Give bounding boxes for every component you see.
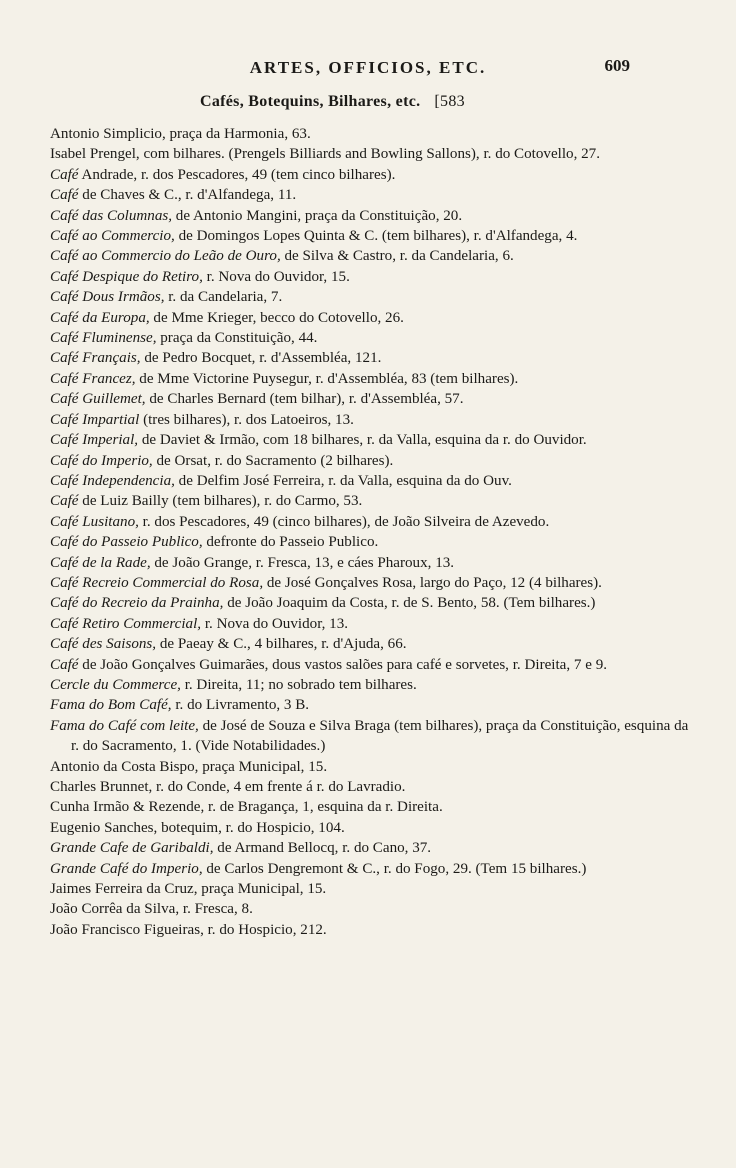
entry-name: Café — [50, 493, 79, 510]
entry-text: de Mme Victorine Puysegur, r. d'Assembléa, 83 (tem bilhares). — [135, 370, 519, 387]
entry-name: Café ao Commercio do Leão de Ouro, — [50, 248, 281, 265]
directory-entry — [50, 389, 692, 409]
entry-text: de Paeay & C., 4 bilhares, r. d'Ajuda, 66. — [156, 636, 407, 653]
page-number: 609 — [604, 56, 630, 75]
section-heading — [200, 93, 465, 111]
entry-text: Eugenio Sanches, botequim, r. do Hospicio, 104. — [50, 819, 345, 836]
entry-text: de Silva & Castro, r. da Candelaria, 6. — [280, 248, 514, 265]
directory-entry — [50, 695, 692, 715]
entry-text: (tres bilhares), r. dos Latoeiros, 13. — [139, 411, 354, 428]
entry-text: de Domingos Lopes Quinta & C. (tem bilhares), r. d'Alfandega, 4. — [174, 228, 578, 245]
entry-name: Café — [50, 187, 79, 204]
directory-entry — [50, 185, 692, 205]
entry-text: Cunha Irmão & Rezende, r. de Bragança, 1, esquina da r. Direita. — [50, 799, 443, 816]
entry-text: r. Nova do Ouvidor, 13. — [201, 615, 349, 632]
directory-entry — [50, 553, 692, 573]
directory-entry — [50, 206, 692, 226]
entry-name: Café de la Rade, — [50, 554, 151, 571]
entry-text: de Pedro Bocquet, r. d'Assembléa, 121. — [140, 350, 382, 367]
entry-name: Café — [50, 656, 79, 673]
entry-name: Fama do Café com leite, — [50, 717, 199, 734]
entry-name: Café Retiro Commercial, — [50, 615, 202, 632]
entry-text: Antonio da Costa Bispo, praça Municipal, 15. — [50, 758, 328, 775]
directory-entry — [50, 348, 692, 368]
directory-entry — [50, 899, 692, 919]
entry-text: de Chaves & C., r. d'Alfandega, 11. — [78, 187, 297, 204]
section-number: [583 — [434, 93, 465, 110]
directory-entry — [50, 410, 692, 430]
entry-text: de Antonio Mangini, praça da Constituição, 20. — [172, 207, 463, 224]
entry-text: de Mme Krieger, becco do Cotovello, 26. — [149, 309, 404, 326]
directory-entry — [50, 512, 692, 532]
entry-name: Café Recreio Commercial do Rosa, — [50, 574, 264, 591]
entry-text: Jaimes Ferreira da Cruz, praça Municipal, 15. — [50, 881, 327, 898]
directory-entry — [50, 838, 692, 858]
directory-entry — [50, 430, 692, 450]
directory-entry — [50, 920, 692, 940]
directory-entry — [50, 859, 692, 879]
entry-text: r. da Candelaria, 7. — [164, 289, 283, 306]
directory-entry — [50, 818, 692, 838]
entry-name: Café Fluminense, — [50, 330, 157, 347]
directory-entry — [50, 491, 692, 511]
directory-entry — [50, 471, 692, 491]
entry-text: r. do Livramento, 3 B. — [171, 697, 310, 714]
entry-text: r. Direita, 11; no sobrado tem bilhares. — [180, 676, 417, 693]
entry-name: Café ao Commercio, — [50, 228, 175, 245]
directory-entry — [50, 369, 692, 389]
entry-text: João Corrêa da Silva, r. Fresca, 8. — [50, 901, 253, 918]
entry-name: Café Despique do Retiro, — [50, 268, 203, 285]
directory-entry — [50, 573, 692, 593]
entry-name: Café des Saisons, — [50, 636, 157, 653]
entry-name: Café da Europa, — [50, 309, 150, 326]
directory-entries — [50, 124, 692, 940]
section-title: Cafés, Botequins, Bilhares, etc. — [200, 93, 421, 110]
directory-entry — [50, 797, 692, 817]
entry-name: Café Français, — [50, 350, 141, 367]
entry-text: de Charles Bernard (tem bilhar), r. d'Assembléa, 57. — [145, 391, 464, 408]
entry-text: de Luiz Bailly (tem bilhares), r. do Carmo, 53. — [78, 493, 363, 510]
directory-entry — [50, 226, 692, 246]
entry-text: João Francisco Figueiras, r. do Hospicio, 212. — [50, 921, 327, 938]
directory-entry — [50, 165, 692, 185]
entry-text: de José de Souza e Silva Braga (tem bilhares), praça da Constituição, esquina da r. do Sacramento, 1. (Vide Notabilidades.) — [71, 717, 689, 755]
directory-entry — [50, 144, 692, 164]
directory-entry — [50, 655, 692, 675]
directory-entry — [50, 246, 692, 266]
directory-entry — [50, 124, 692, 144]
directory-entry — [50, 675, 692, 695]
entry-name: Fama do Bom Café, — [50, 697, 172, 714]
directory-entry — [50, 757, 692, 777]
directory-entry — [50, 532, 692, 552]
entry-text: de Orsat, r. do Sacramento (2 bilhares). — [152, 452, 394, 469]
entry-text: defronte do Passeio Publico. — [202, 534, 379, 551]
directory-entry — [50, 328, 692, 348]
entry-text: de João Grange, r. Fresca, 13, e cáes Pharoux, 13. — [150, 554, 455, 571]
entry-text: de José Gonçalves Rosa, largo do Paço, 12 (4 bilhares). — [263, 574, 602, 591]
entry-text: Charles Brunnet, r. do Conde, 4 em frente á r. do Lavradio. — [50, 779, 406, 795]
directory-entry — [50, 308, 692, 328]
entry-name: Café do Passeio Publico, — [50, 534, 203, 551]
directory-entry — [50, 614, 692, 634]
entry-name: Café Lusitano, — [50, 513, 139, 530]
entry-text: Isabel Prengel, com bilhares. (Prengels Billiards and Bowling Sallons), r. do Cotovello, 27. — [50, 146, 601, 163]
entry-name: Café das Columnas, — [50, 207, 173, 224]
entry-name: Café Independencia, — [50, 472, 175, 489]
running-title: ARTES, OFFICIOS, ETC. — [249, 58, 487, 77]
entry-name: Grande Cafe de Garibaldi, — [50, 840, 214, 857]
entry-text: de Carlos Dengremont & C., r. do Fogo, 29. (Tem 15 bilhares.) — [202, 860, 587, 877]
entry-name: Café Impartial — [50, 411, 140, 428]
entry-text: r. dos Pescadores, 49 (cinco bilhares), de João Silveira de Azevedo. — [138, 513, 550, 530]
entry-name: Cercle du Commerce, — [50, 676, 181, 693]
entry-name: Café Guillemet, — [50, 391, 146, 408]
entry-name: Café — [50, 166, 79, 183]
directory-entry — [50, 267, 692, 287]
entry-text: de João Gonçalves Guimarães, dous vastos salões para café e sorvetes, r. Direita, 7 e 9. — [78, 656, 608, 673]
directory-entry — [50, 716, 692, 757]
directory-entry — [50, 634, 692, 654]
directory-entry — [50, 451, 692, 471]
entry-text: Andrade, r. dos Pescadores, 49 (tem cinco bilhares). — [78, 166, 396, 183]
directory-entry — [50, 593, 692, 613]
entry-name: Grande Café do Imperio, — [50, 860, 203, 877]
directory-entry — [50, 287, 692, 307]
entry-text: de Armand Bellocq, r. do Cano, 37. — [213, 840, 432, 857]
entry-name: Café Francez, — [50, 370, 136, 387]
directory-entry — [50, 777, 692, 797]
entry-text: de João Joaquim da Costa, r. de S. Bento, 58. (Tem bilhares.) — [223, 595, 596, 612]
entry-name: Café Dous Irmãos, — [50, 289, 165, 306]
entry-name: Café do Imperio, — [50, 452, 153, 469]
entry-text: praça da Constituição, 44. — [156, 330, 318, 347]
entry-text: Antonio Simplicio, praça da Harmonia, 63. — [50, 126, 311, 142]
entry-name: Café do Recreio da Prainha, — [50, 595, 224, 612]
entry-text: de Daviet & Irmão, com 18 bilhares, r. da Valla, esquina da r. do Ouvidor. — [138, 432, 587, 449]
entry-text: r. Nova do Ouvidor, 15. — [202, 268, 350, 285]
directory-entry — [50, 879, 692, 899]
entry-text: de Delfim José Ferreira, r. da Valla, esquina da do Ouv. — [174, 472, 512, 489]
entry-name: Café Imperial, — [50, 432, 139, 449]
